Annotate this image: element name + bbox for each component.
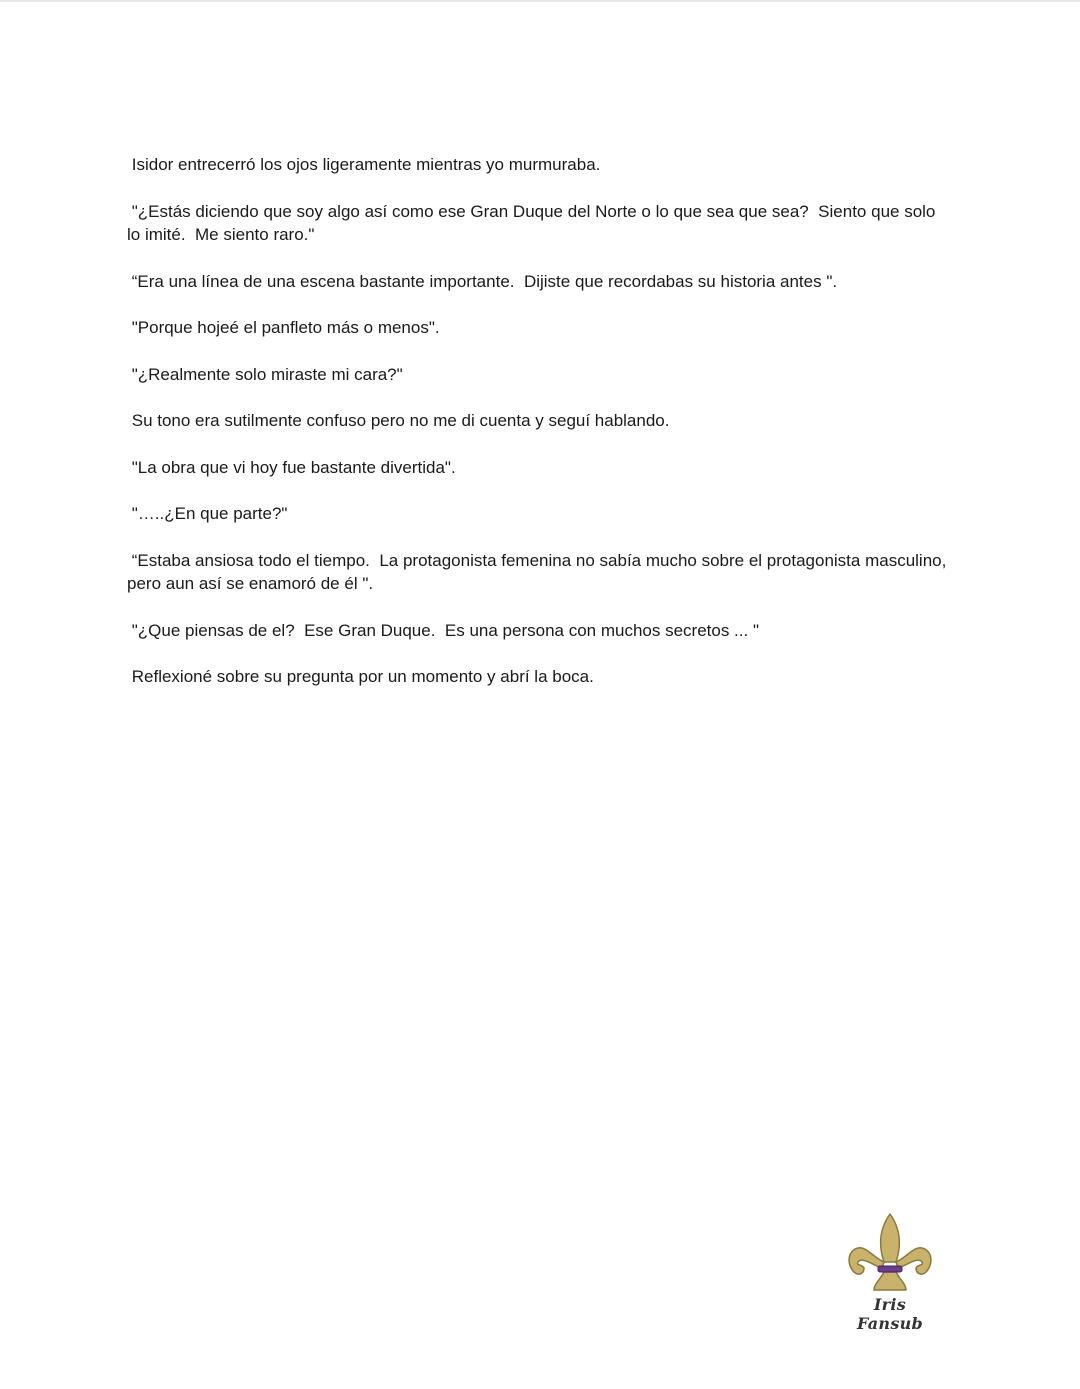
paragraph: “Estaba ansiosa todo el tiempo. La protagonista femenina no sabía mucho sobre el protagonista masculino, pero aun así se enamoró de él ". xyxy=(127,550,952,593)
paragraph: Reflexioné sobre su pregunta por un momento y abrí la boca. xyxy=(127,667,594,686)
paragraph: "¿Realmente solo miraste mi cara?" xyxy=(127,364,403,384)
story-text xyxy=(127,153,952,712)
paragraph: "…..¿En que parte?" xyxy=(127,504,288,523)
paragraph: “Era una línea de una escena bastante importante. Dijiste que recordabas su historia antes ". xyxy=(127,271,838,291)
iris-fansub-logo xyxy=(838,1210,942,1333)
paragraph: "¿Estás diciendo que soy algo así como ese Gran Duque del Norte o lo que sea que sea? Siento que solo lo imité. Me siento raro." xyxy=(127,201,941,244)
paragraph: "Porque hojeé el panfleto más o menos". xyxy=(127,318,440,337)
paragraph: Su tono era sutilmente confuso pero no me di cuenta y seguí hablando. xyxy=(127,411,670,430)
logo-text: Iris Fansub xyxy=(856,1295,924,1333)
fleur-de-lis-icon xyxy=(844,1210,936,1292)
paragraph: "La obra que vi hoy fue bastante divertida". xyxy=(127,457,456,477)
paragraph: Isidor entrecerró los ojos ligeramente mientras yo murmuraba. xyxy=(127,155,601,174)
paragraph: "¿Que piensas de el? Ese Gran Duque. Es una persona con muchos secretos ... " xyxy=(127,620,759,640)
